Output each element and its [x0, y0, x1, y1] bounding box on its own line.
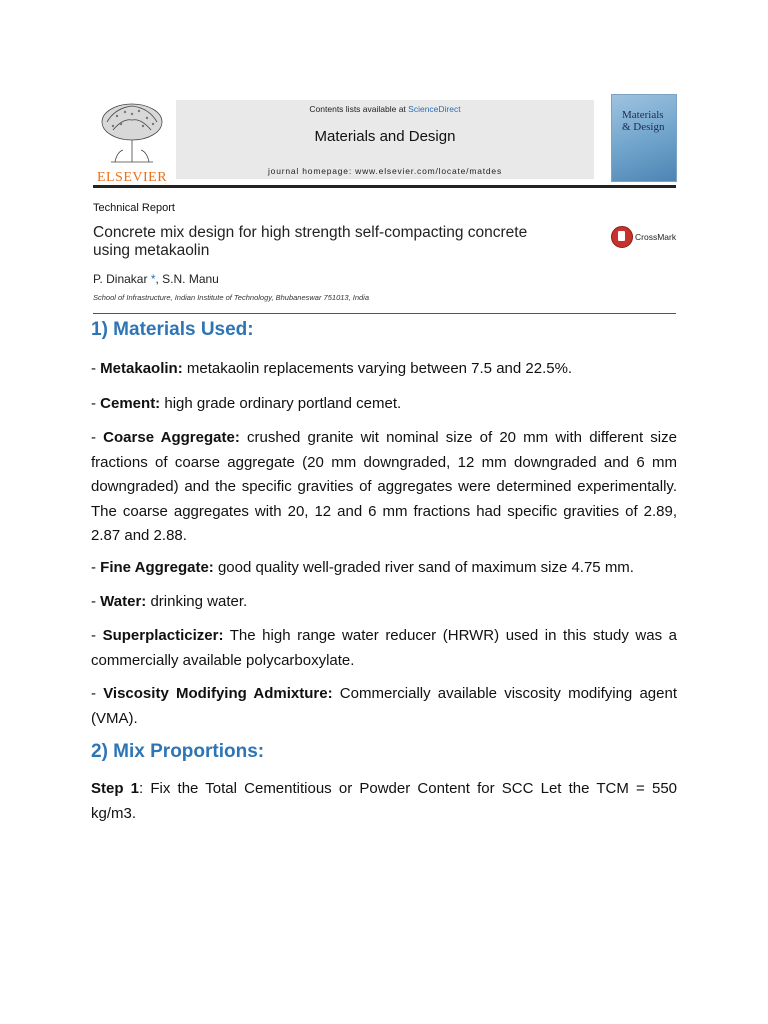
- affiliation: School of Infrastructure, Indian Institute of Technology, Bhubaneswar 751013, India: [93, 293, 370, 302]
- publisher-name: ELSEVIER: [96, 170, 168, 185]
- material-text: crushed granite wit nominal size of 20 mm with different size fractions of coarse aggregate (20 mm downgraded, 12 mm downgraded and 6 mm downgraded) and the specific gravities of aggregates were determined experimentally. The coarse aggregates with 20, 12 and 6 mm fractions had specific gravities of 2.89, 2.87 and 2.88.: [91, 429, 677, 544]
- material-label: Superplacticizer:: [102, 627, 224, 644]
- material-item: - Viscosity Modifying Admixture: Commercially available viscosity modifying agent (VMA).: [91, 685, 677, 727]
- author-name[interactable]: P. Dinakar: [93, 272, 148, 286]
- material-item: - Metakaolin: metakaolin replacements varying between 7.5 and 22.5%.: [91, 360, 573, 377]
- banner-divider: [93, 185, 676, 188]
- material-item: - Coarse Aggregate: crushed granite wit nominal size of 20 mm with different size fractions of coarse aggregate (20 mm downgraded, 12 mm downgraded and 6 mm downgraded) and the specific gravities of aggregates were determined experimentally. The coarse aggregates with 20, 12 and 6 mm fractions had specific gravities of 2.89, 2.87 and 2.88.: [91, 429, 677, 544]
- crossmark-icon: [611, 226, 633, 248]
- step-label: Step 1: [91, 780, 140, 797]
- material-text: Commercially available viscosity modifying agent (VMA).: [91, 685, 677, 727]
- material-text: high grade ordinary portland cemet.: [160, 395, 402, 412]
- material-text: metakaolin replacements varying between 7.5 and 22.5%.: [182, 360, 573, 377]
- material-label: Cement:: [100, 395, 161, 412]
- section-heading-mix-proportions: 2) Mix Proportions:: [91, 741, 265, 762]
- material-text: The high range water reducer (HRWR) used in this study was a commercially available polycarboxylate.: [91, 627, 677, 669]
- section-heading-materials: 1) Materials Used:: [91, 319, 254, 340]
- journal-name: Materials and Design: [314, 128, 456, 145]
- paper-title-line-2: using metakaolin: [93, 242, 210, 259]
- material-label: Coarse Aggregate:: [103, 429, 240, 446]
- journal-box: [176, 100, 594, 179]
- header-divider: [93, 313, 676, 314]
- material-label: Viscosity Modifying Admixture:: [103, 685, 333, 702]
- contents-prefix: Contents lists available at: [309, 104, 409, 114]
- material-label: Water:: [100, 593, 147, 610]
- step-text: : Fix the Total Cementitious or Powder Content for SCC Let the TCM = 550 kg/m3.: [91, 780, 678, 822]
- homepage-link[interactable]: www.elsevier.com/locate/matdes: [355, 166, 502, 176]
- paper-title-line-1: Concrete mix design for high strength self-compacting concrete: [93, 224, 528, 241]
- author-name[interactable]: , S.N. Manu: [155, 272, 219, 286]
- material-label: Metakaolin:: [100, 360, 183, 377]
- homepage-prefix: journal homepage:: [267, 166, 356, 176]
- material-text: good quality well-graded river sand of maximum size 4.75 mm.: [213, 559, 634, 576]
- elsevier-tree-icon: [93, 100, 171, 166]
- step-item: [91, 777, 677, 826]
- article-type: Technical Report: [93, 202, 175, 214]
- crossmark-label: CrossMark: [635, 232, 677, 242]
- material-label: Fine Aggregate:: [100, 559, 214, 576]
- journal-banner: [93, 94, 676, 185]
- contents-line: [176, 104, 594, 114]
- author-list: [93, 272, 219, 286]
- cover-title: Materials & Design: [622, 109, 665, 133]
- material-item: - Fine Aggregate: good quality well-graded river sand of maximum size 4.75 mm.: [91, 559, 634, 576]
- corresponding-author-mark[interactable]: *: [150, 272, 156, 286]
- journal-homepage: [176, 166, 594, 176]
- material-item: - Cement: high grade ordinary portland cemet.: [91, 395, 402, 412]
- journal-cover: [611, 94, 677, 182]
- material-text: drinking water.: [146, 593, 248, 610]
- sciencedirect-link[interactable]: ScienceDirect: [408, 104, 461, 114]
- crossmark-badge[interactable]: [611, 226, 681, 248]
- material-item: - Water: drinking water.: [91, 593, 248, 610]
- material-item: - Superplacticizer: The high range water reducer (HRWR) used in this study was a commercially available polycarboxylate.: [91, 627, 677, 669]
- paper-title: [93, 224, 563, 260]
- elsevier-logo: [93, 100, 171, 185]
